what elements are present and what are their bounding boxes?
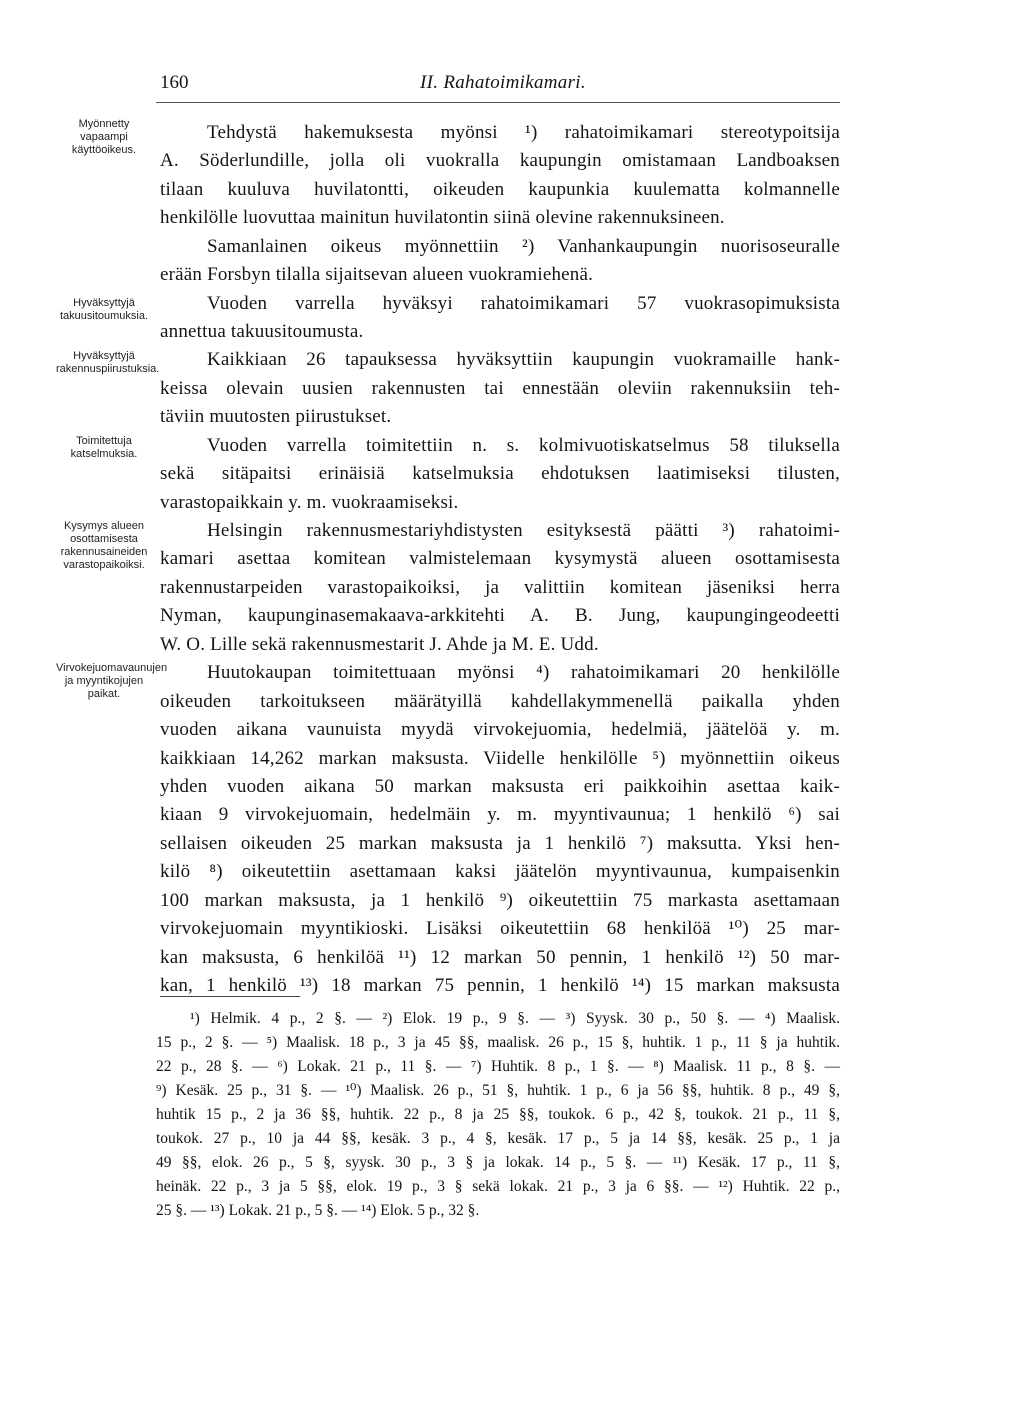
body-line: sekä sitäpaitsi erinäisiä katselmuksia ehdotuksen laatimiseksi tilusten, <box>160 463 840 484</box>
body-line: annettua takuusitoumusta. <box>160 321 364 342</box>
body-line: A. Söderlundille, jolla oli vuokralla kaupungin omistamaan Landboaksen <box>160 150 840 171</box>
running-title: II. Rahatoimikamari. <box>420 72 586 93</box>
body-line: virvokejuomain myyntikioski. Lisäksi oikeutettiin 68 henkilöä ¹⁰) 25 mar- <box>160 918 840 939</box>
margin-note: Myönnetty vapaampi käyttöoikeus. <box>71 118 137 156</box>
body-line: kaikkiaan 14,262 markan maksusta. Viidelle henkilölle ⁵) myönnettiin oikeus <box>160 748 840 769</box>
footnote-line: toukok. 27 p., 10 ja 44 §§, kesäk. 3 p., 4 §, kesäk. 17 p., 5 ja 14 §§, kesäk. 25 p., 1 ja <box>156 1130 840 1147</box>
margin-note: Toimitettuja katselmuksia. <box>70 435 138 460</box>
body-line: oikeuden tarkoitukseen määrätyillä kahdellakymmenellä paikalla yhden <box>160 691 840 712</box>
margin-note: Hyväksyttyjä rakennuspiirustuksia. <box>56 350 160 375</box>
body-line: kamari asettaa komitean valmistelemaan kysymystä alueen osottamisesta <box>160 548 840 569</box>
body-line: henkilölle luovuttaa mainitun huvilatontin siinä olevine rakennuksineen. <box>160 207 725 228</box>
body-line: kilö ⁸) oikeutettiin asettamaan kaksi jäätelön myyntivaunua, kumpaisenkin <box>160 861 840 882</box>
body-line: W. O. Lille sekä rakennusmestarit J. Ahde ja M. E. Udd. <box>160 634 599 655</box>
body-line: Huutokaupan toimitettuaan myönsi ⁴) rahatoimikamari 20 henkilölle <box>207 662 840 683</box>
body-line: 100 markan maksusta, ja 1 henkilö ⁹) oikeutettiin 75 markasta asettamaan <box>160 890 840 911</box>
body-line: keissa olevain uusien rakennusten tai ennestään oleviin rakennuksiin teh- <box>160 378 840 399</box>
body-line: täviin muutosten piirustukset. <box>160 406 392 427</box>
body-line: rakennustarpeiden varastopaikoiksi, ja valittiin komitean jäseniksi herra <box>160 577 840 598</box>
body-line: yhden vuoden aikana 50 markan maksusta eri paikkoihin asettaa kaik- <box>160 776 840 797</box>
body-line: vuoden aikana vaunuista myydä virvokejuomia, hedelmiä, jäätelöä y. m. <box>160 719 840 740</box>
header-rule <box>156 102 840 103</box>
body-line: erään Forsbyn tilalla sijaitsevan alueen vuokramiehenä. <box>160 264 594 285</box>
body-line: Kaikkiaan 26 tapauksessa hyväksyttiin kaupungin vuokramaille hank- <box>207 349 840 370</box>
margin-note: Virvokejuomavaunujen ja myyntikojujen paikat. <box>56 662 168 700</box>
footnote-rule <box>160 996 300 997</box>
body-line: Helsingin rakennusmestariyhdistysten esityksestä päätti ³) rahatoimi- <box>207 520 840 541</box>
body-line: kan maksusta, 6 henkilöä ¹¹) 12 markan 50 pennin, 1 henkilö ¹²) 50 mar- <box>160 947 840 968</box>
body-line: Vuoden varrella hyväksyi rahatoimikamari 57 vuokrasopimuksista <box>207 293 840 314</box>
footnote-line: 25 §. — ¹³) Lokak. 21 p., 5 §. — ¹⁴) Elok. 5 p., 32 §. <box>156 1202 480 1219</box>
body-line: Samanlainen oikeus myönnettiin ²) Vanhankaupungin nuorisoseuralle <box>207 236 840 257</box>
footnote-line: 22 p., 28 §. — ⁶) Lokak. 21 p., 11 §. — ⁷) Huhtik. 8 p., 1 §. — ⁸) Maalisk. 11 p., 8 §. — <box>156 1058 840 1075</box>
body-line: kiaan 9 virvokejuomain, hedelmäin y. m. myyntivaunua; 1 henkilö ⁶) sai <box>160 804 840 825</box>
body-line: Nyman, kaupunginasemakaava-arkkitehti A. B. Jung, kaupungingeodeetti <box>160 605 840 626</box>
margin-note: Kysymys alueen osottamisesta rakennusaineiden varastopaikoiksi. <box>60 520 148 571</box>
footnote-line: 15 p., 2 §. — ⁵) Maalisk. 18 p., 3 ja 45 §§, maalisk. 26 p., 15 §, huhtik. 1 p., 11 § ja huhtik. <box>156 1034 840 1051</box>
margin-note: Hyväksyttyjä takuusitoumuksia. <box>59 297 149 322</box>
page-number: 160 <box>160 72 189 93</box>
footnote-line: heinäk. 22 p., 3 ja 5 §§, elok. 19 p., 3 § sekä lokak. 21 p., 3 ja 6 §§. — ¹²) Huhtik. 22 p., <box>156 1178 840 1195</box>
body-line: kan, 1 henkilö ¹³) 18 markan 75 pennin, 1 henkilö ¹⁴) 15 markan maksusta <box>160 975 840 996</box>
footnote-line: 49 §§, elok. 26 p., 5 §, syysk. 30 p., 3 § ja lokak. 14 p., 5 §. — ¹¹) Kesäk. 17 p., 11 §, <box>156 1154 840 1171</box>
footnote-line: ¹) Helmik. 4 p., 2 §. — ²) Elok. 19 p., 9 §. — ³) Syysk. 30 p., 50 §. — ⁴) Maalisk. <box>190 1010 840 1027</box>
body-line: Tehdystä hakemuksesta myönsi ¹) rahatoimikamari stereotypoitsija <box>207 122 840 143</box>
body-line: sellaisen oikeuden 25 markan maksusta ja 1 henkilö ⁷) maksutta. Yksi hen- <box>160 833 840 854</box>
footnote-line: huhtik 15 p., 2 ja 36 §§, huhtik. 22 p., 8 ja 25 §§, toukok. 6 p., 42 §, toukok. 21 p., 11 §, <box>156 1106 840 1123</box>
body-line: Vuoden varrella toimitettiin n. s. kolmivuotiskatselmus 58 tiluksella <box>207 435 840 456</box>
body-line: varastopaikkain y. m. vuokraamiseksi. <box>160 492 459 513</box>
running-head <box>160 72 840 96</box>
footnote-line: ⁹) Kesäk. 25 p., 31 §. — ¹⁰) Maalisk. 26 p., 51 §, huhtik. 1 p., 6 ja 56 §§, huhtik. 8 p., 49 §, <box>156 1082 840 1099</box>
body-line: tilaan kuuluva huvilatontti, oikeuden kaupunkia kuulematta kolmannelle <box>160 179 840 200</box>
